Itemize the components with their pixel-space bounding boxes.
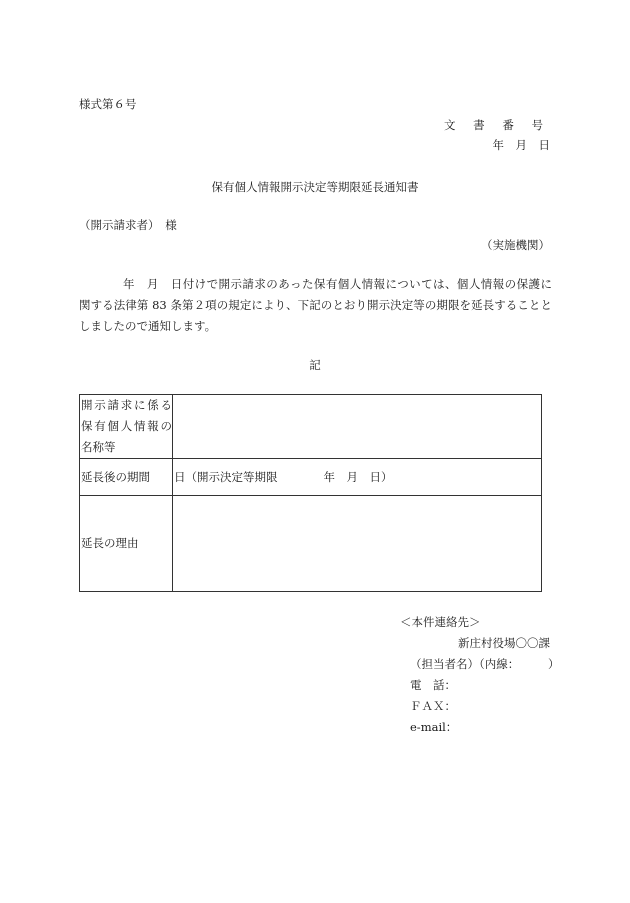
contact-block	[400, 612, 560, 738]
table-value-reason	[173, 496, 542, 592]
label-line: 開示請求に係る	[81, 398, 172, 412]
table-row	[80, 459, 542, 496]
document-number: 文 書 番 号	[444, 118, 550, 132]
label-line: 名称等	[81, 440, 116, 454]
table-row	[80, 395, 542, 459]
contact-person: （担当者名）（内線： ）	[410, 657, 560, 671]
table-value-info-name	[173, 395, 542, 459]
contact-fax: ＦＡＸ：	[410, 699, 456, 713]
table-label-extended-period: 延長後の期間	[80, 459, 173, 496]
table-value-extended-period: 日（開示決定等期限 年 月 日）	[173, 459, 542, 496]
body-line-1: 年 月 日付けで開示請求のあった保有個人情報については、個人情報の保護に	[123, 277, 552, 291]
details-table	[79, 394, 542, 592]
contact-heading: ＜本件連絡先＞	[400, 615, 481, 629]
contact-phone: 電 話：	[410, 678, 456, 692]
issuing-agency: （実施機関）	[481, 238, 550, 252]
table-label-info-name	[80, 395, 173, 459]
table-label-reason: 延長の理由	[80, 496, 173, 592]
document-title: 保有個人情報開示決定等期限延長通知書	[211, 180, 419, 194]
label-line: 保有個人情報の	[81, 419, 172, 433]
issue-date: 年 月 日	[492, 138, 550, 152]
table-row	[80, 496, 542, 592]
contact-office: 新庄村役場〇〇課	[458, 636, 550, 650]
addressee: （開示請求者） 様	[79, 218, 177, 232]
contact-email[interactable]: e-mail：	[410, 720, 458, 734]
body-text	[79, 274, 552, 337]
ki-heading: 記	[309, 358, 321, 372]
body-line-2: 関する法律第 83 条第２項の規定により、下記のとおり開示決定等の期限を延長することと	[79, 298, 552, 312]
form-number: 様式第６号	[79, 97, 137, 111]
body-line-3: しましたので通知します。	[79, 319, 217, 333]
